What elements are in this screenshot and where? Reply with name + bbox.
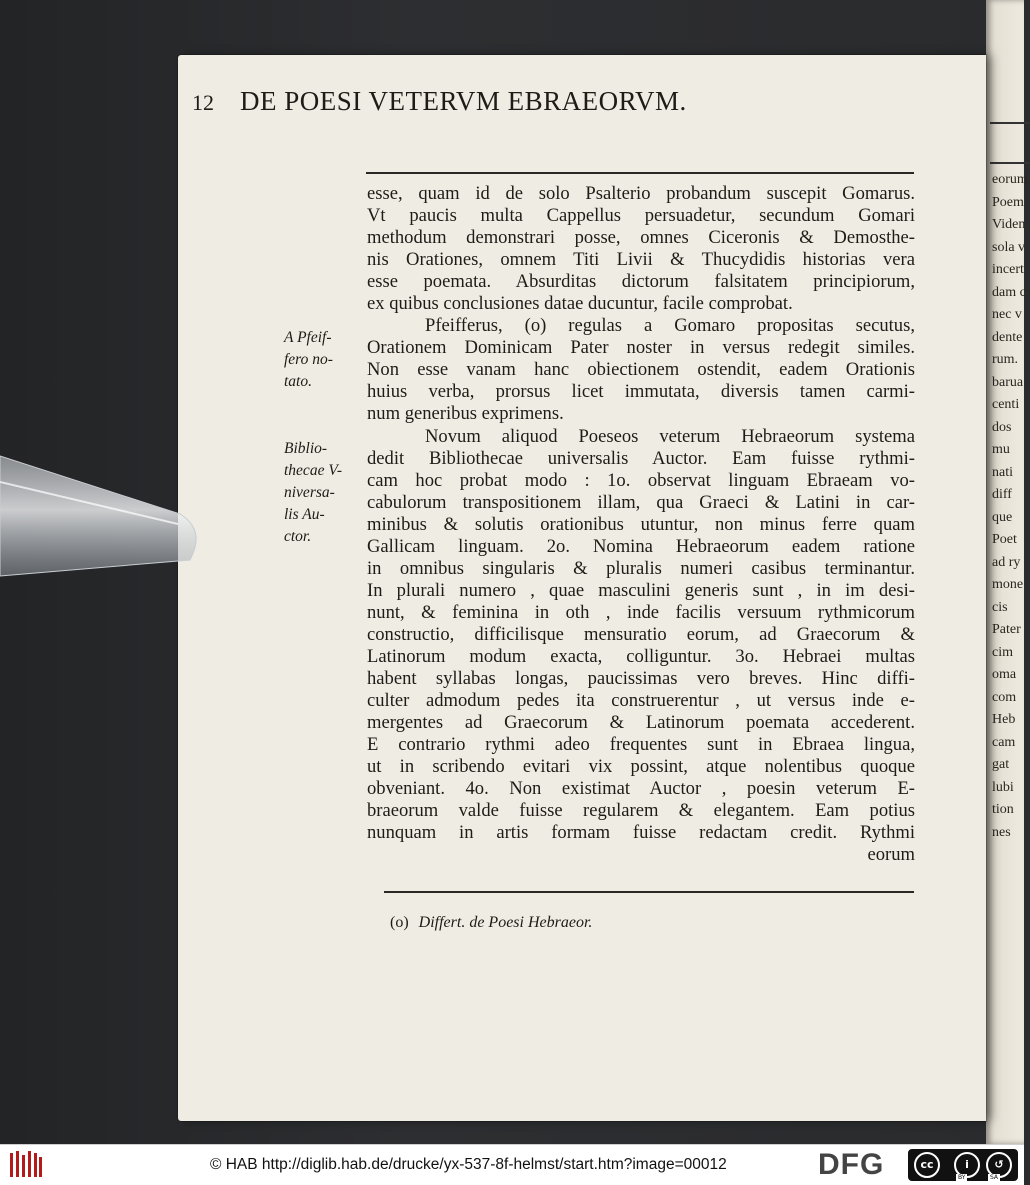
running-header [192,86,814,126]
text-line: Pfeifferus, (o) regulas a Gomaro propositas secutus, [425,315,915,337]
copyright-link[interactable]: © HAB http://diglib.hab.de/drucke/yx-537-8f-helmst/start.htm?image=00012 [210,1156,727,1173]
by-label: BY [958,1174,966,1181]
running-title: DE POESI VETERVM EBRAEORVM. [240,86,687,116]
margin-note-line: Biblio- [284,440,328,457]
text-line: Novum aliquod Poeseos veterum Hebraeorum systema [425,425,915,447]
next-page-rule [990,122,1030,124]
next-page-fragment: barua [992,374,1024,390]
next-page-fragment: cim [992,644,1013,660]
footnote-mark: (o) [390,914,409,931]
text-line: obveniant. 4o. Non existimat Auctor , poesin veterum E- [367,778,915,800]
footnote-rule [384,891,914,893]
text-line: in omnibus singularis & pluralis numeri casibus terminantur. [367,557,915,579]
footnote [390,914,592,932]
text-line: cam hoc probat modo : 1o. observat linguam Ebraeam vo- [367,469,915,491]
text-line: culter admodum pedes ita construerentur , ut versus inde e- [367,690,915,712]
margin-note-line: lis Au- [284,506,325,523]
next-page-fragment: tion [992,802,1014,817]
next-page-fragment: Viden [992,217,1026,232]
page-number: 12 [192,90,214,115]
next-page-fragment: centi [992,397,1020,412]
next-page-fragment: cis [992,599,1008,615]
footnote-text: Differt. de Poesi Hebraeor. [418,914,593,931]
text-line: esse poemata. Absurditas dictorum falsitatem principiorum, [367,271,915,293]
next-page-fragment: diff [992,487,1012,502]
text-line: Orationem Dominicam Pater noster in versus redegit similes. [367,337,915,359]
margin-note-line: fero no- [284,351,333,368]
text-line: ex quibus conclusiones datae ducuntur, facile comprobat. [367,293,793,315]
margin-note-line: niversa- [284,484,335,501]
text-line: E contrario rythmi adeo frequentes sunt in Ebraea lingua, [367,734,915,756]
margin-note-line: ctor. [284,528,312,545]
margin-note-pfeiffer [284,327,333,393]
next-page-fragment: oma [992,667,1017,682]
text-line: braeorum valde fuisse regularem & elegantem. Eam potius [367,800,915,822]
text-line: dedit Bibliothecae universalis Auctor. Eam fuisse rythmi- [367,447,915,469]
next-page-fragment: Pater [992,622,1021,637]
body-text [367,183,915,866]
next-page-fragment: Poet [992,532,1017,547]
text-line: cabulorum transpositionem illam, qua Graeci & Latini in car- [367,491,915,513]
cc-license-badge[interactable] [908,1149,1018,1181]
next-page-fragment: nati [992,464,1013,480]
text-line: num generibus exprimens. [367,403,564,425]
margin-note-line: thecae V- [284,462,343,479]
text-line: Gallicam linguam. 2o. Nomina Hebraeorum eadem ratione [367,535,915,557]
next-page-fragment: nes [992,824,1011,840]
next-page-fragment: eorum [992,172,1028,187]
margin-note-line: A Pfeif- [284,329,332,346]
margin-note-line: tato. [284,373,312,390]
attribution-icon: i [954,1152,980,1178]
text-line: methodum demonstrari posse, omnes Ciceronis & Demosthe- [367,227,915,249]
next-page-fragment: incert [992,262,1024,277]
cc-icon: cc [914,1152,940,1178]
next-page-fragment: que [992,509,1013,525]
text-line: nunt, & feminina in oth , inde facilis versuum rythmicorum [367,601,915,623]
share-alike-icon: ↺ [986,1152,1012,1178]
text-line: ut in scribendo evitari vix possint, atque nolentibus quoque [367,756,915,778]
next-page-fragment: lubi [992,779,1014,795]
text-line: minibus & solutis orationibus utuntur, non minus ferre quam [367,513,915,535]
next-page-fragment: com [992,689,1017,705]
text-line: nunquam in artis formam fuisse redactam credit. Rythmi [367,822,915,844]
text-line: Vt paucis multa Cappellus persuadetur, secundum Gomari [367,205,915,227]
glass-pointer [0,452,210,576]
text-line: huius verba, prorsus licet immutata, diversis tamen carmi- [367,381,915,403]
next-page-fragment: rum. [992,352,1019,367]
next-page-fragment: Poem [992,194,1024,210]
next-page-fragment: mu [992,442,1010,457]
sa-label: SA [990,1174,999,1181]
text-line: nis Orationes, omnem Titi Livii & Thucydidis historias vera [367,249,915,271]
next-page-fragment: dam c [992,284,1026,300]
next-page-rule [990,162,1030,164]
next-page-fragment: Heb [992,712,1016,727]
header-rule [366,172,914,174]
next-page-fragment: nec v [992,307,1022,322]
next-page-fragment: dente [992,329,1023,345]
viewer-footer [0,1144,1024,1185]
next-page-fragment: dos [992,419,1012,435]
text-line: Latinorum modum exacta, colliguntur. 3o. Hebraei multas [367,645,915,667]
text-line: esse, quam id de solo Psalterio probandum suscepit Gomarus. [367,183,915,204]
text-line: In plurali numero , quae masculini generis sunt , in im desi- [367,579,915,601]
text-line: constructio, difficilisque mensuratio eorum, ad Graecorum & [367,623,915,645]
next-page-fragment: ad ry [992,554,1021,570]
margin-note-bibliotheca [284,438,342,548]
text-line: habent syllabas longas, paucissimas vero breves. Hinc diffi- [367,668,915,690]
text-line: Non esse vanam hanc obiectionem ostendit, eadem Orationis [367,359,915,381]
next-page-fragment: cam [992,734,1016,750]
next-page-fragment: sola v [992,239,1026,255]
text-line: mergentes ad Graecorum & Latinorum poemata accederent. [367,712,915,734]
next-page-fragment: gat [992,757,1010,772]
hab-logo-icon [8,1149,44,1181]
next-page-edge [986,0,1028,1144]
dfg-logo: DFG [818,1148,885,1181]
text-line: eorum [867,844,915,866]
next-page-fragment: mone [992,577,1024,592]
